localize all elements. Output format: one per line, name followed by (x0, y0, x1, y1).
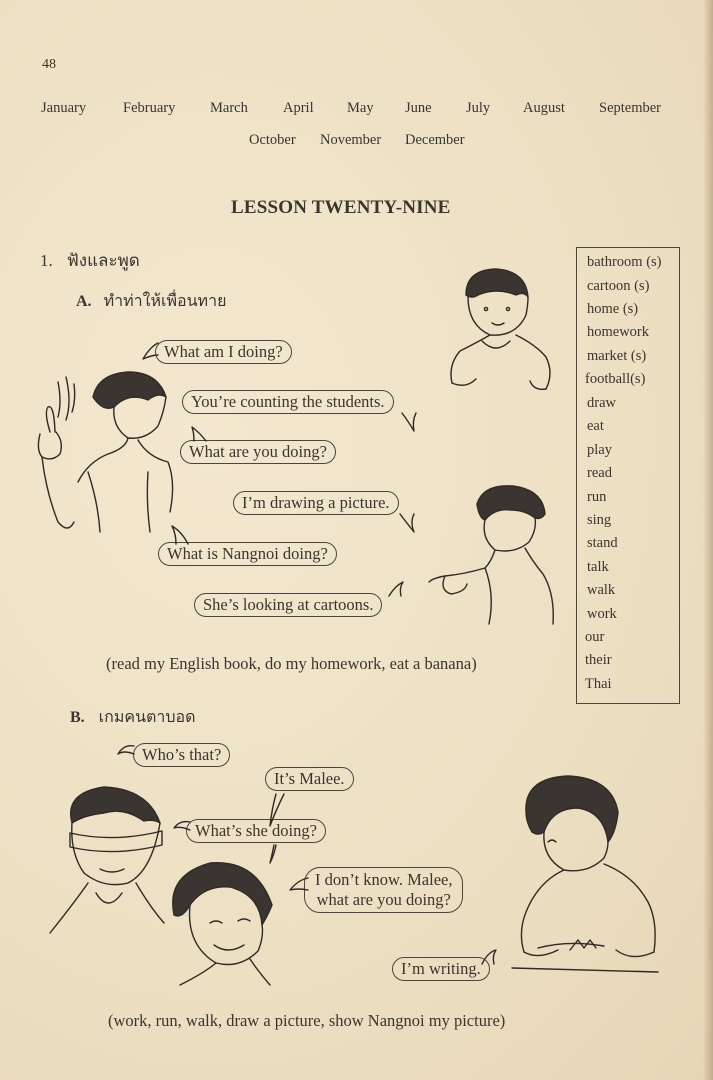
boy-pointing-illustration (425, 484, 560, 629)
vocab-item: homework (587, 324, 650, 340)
vocab-item: talk (587, 559, 609, 575)
bubble-tail-icon (172, 816, 194, 838)
vocab-item: sing (587, 512, 612, 528)
speech-bubble-its-malee: It’s Malee. (265, 767, 354, 791)
part-b-letter: B. (70, 709, 85, 726)
lesson-title: LESSON TWENTY-NINE (231, 197, 451, 218)
vocab-item: our (585, 629, 605, 645)
month-april: April (283, 100, 314, 116)
bubble-tail-icon (288, 874, 310, 896)
boy-watching-illustration (446, 265, 558, 405)
speech-bubble-what-are-you-doing: What are you doing? (180, 440, 336, 464)
bubble-line-2: what are you doing? (316, 890, 451, 909)
part-a-substitutions: (read my English book, do my homework, eat a banana) (106, 654, 477, 673)
bubble-tail-icon (190, 425, 214, 445)
vocab-item: stand (587, 535, 618, 551)
speech-bubble-i-dont-know (304, 867, 463, 913)
month-january: January (41, 100, 87, 116)
bubble-tail-icon (400, 405, 424, 435)
vocab-item: run (587, 489, 607, 505)
girl-writing-illustration (508, 772, 663, 982)
part-b-substitutions: (work, run, walk, draw a picture, show Nangnoi my picture) (108, 1011, 506, 1030)
bubble-line-1: I don’t know. Malee, (315, 870, 453, 889)
bubble-tail-icon (478, 946, 500, 968)
section-1-number: 1. (40, 251, 53, 270)
bubble-tail-icon (140, 335, 164, 365)
speech-bubble-whos-that: Who’s that? (133, 743, 230, 767)
page-number: 48 (42, 57, 56, 72)
month-june: June (405, 100, 432, 116)
page-edge-shadow (703, 0, 713, 1080)
vocab-item: work (587, 606, 617, 622)
part-b-thai-title: เกมคนตาบอด (98, 707, 196, 726)
vocab-item: bathroom (s) (587, 254, 662, 270)
speech-bubble-whats-she-doing: What’s she doing? (186, 819, 326, 843)
bubble-tail-icon (116, 740, 138, 762)
part-a-thai-title: ทำท่าให้เพื่อนทาย (103, 291, 227, 310)
vocab-item: Thai (585, 676, 612, 692)
bubble-tail-icon (262, 790, 292, 830)
month-february: February (123, 100, 176, 116)
speech-bubble-what-is-nangnoi-doing: What is Nangnoi doing? (158, 542, 337, 566)
blindfolded-boy-illustration (44, 783, 169, 943)
speech-bubble-counting-students: You’re counting the students. (182, 390, 394, 414)
speech-bubble-drawing-picture: I’m drawing a picture. (233, 491, 399, 515)
vocab-item: cartoon (s) (587, 278, 650, 294)
month-september: September (599, 100, 662, 116)
section-1-thai-title: ฟังและพูด (66, 251, 140, 271)
part-b-heading (70, 705, 196, 730)
vocab-item: market (s) (587, 348, 647, 364)
month-november: November (320, 132, 382, 148)
month-march: March (210, 100, 248, 116)
bubble-tail-icon (385, 578, 409, 600)
speech-bubble-im-writing: I’m writing. (392, 957, 490, 981)
vocabulary-box (576, 247, 680, 704)
boy-raising-finger-illustration (28, 362, 183, 540)
vocab-item: draw (587, 395, 616, 411)
speech-bubble-what-am-i-doing: What am I doing? (155, 340, 292, 364)
vocab-item: home (s) (587, 301, 639, 317)
vocab-item: read (587, 465, 612, 481)
vocab-item: football(s) (585, 371, 646, 387)
bubble-tail-icon (398, 506, 422, 536)
month-december: December (405, 132, 465, 148)
section-1-heading (40, 247, 140, 274)
vocab-item: their (585, 652, 612, 668)
month-july: July (466, 100, 491, 116)
part-a-heading (76, 289, 226, 314)
speech-bubble-looking-at-cartoons: She’s looking at cartoons. (194, 593, 382, 617)
month-august: August (523, 100, 565, 116)
smiling-girl-illustration (160, 855, 280, 995)
part-a-letter: A. (76, 293, 92, 310)
vocab-item: play (587, 442, 612, 458)
vocab-item: eat (587, 418, 604, 434)
vocab-item: walk (587, 582, 616, 598)
month-october: October (249, 132, 296, 148)
month-may: May (347, 100, 374, 116)
